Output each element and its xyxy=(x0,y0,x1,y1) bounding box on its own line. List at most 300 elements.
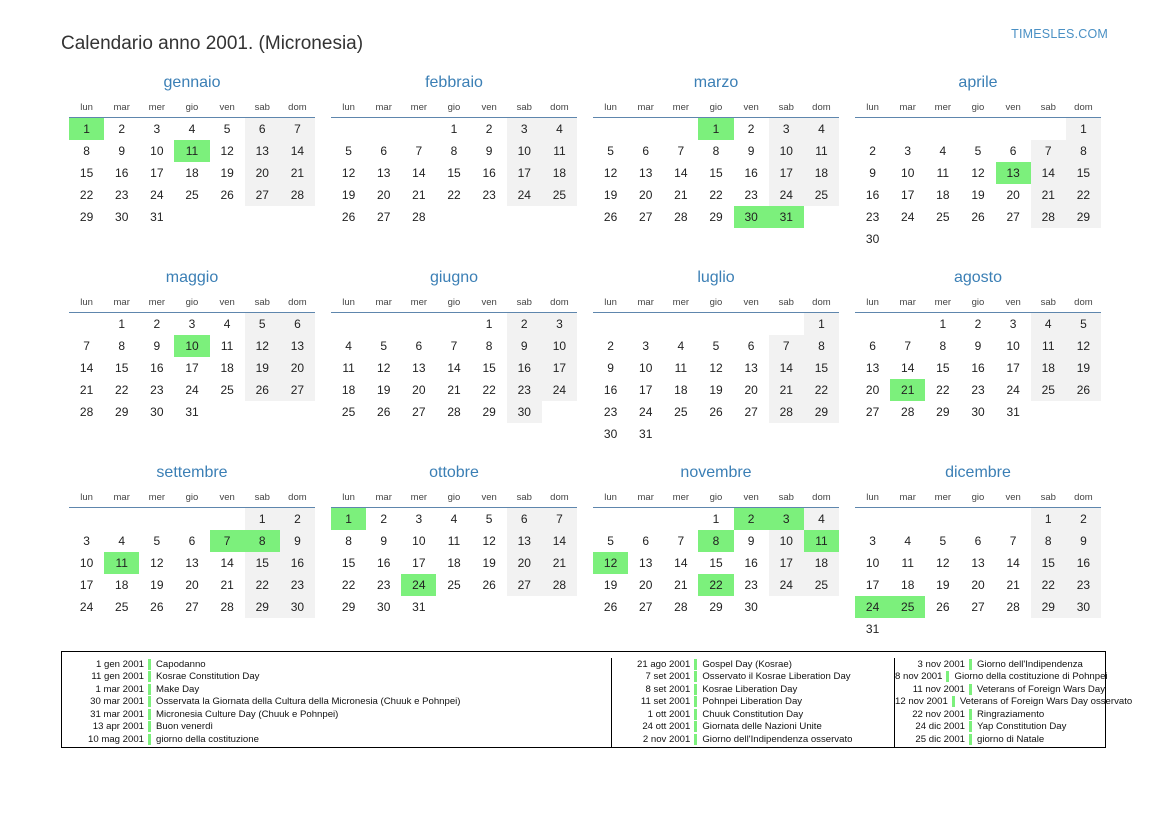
day-cell: 11 xyxy=(342,361,355,375)
day-cell: 18 xyxy=(341,383,356,397)
day-cell: 26 xyxy=(482,578,496,592)
day-cell: 3 xyxy=(83,534,90,548)
day-cell: 6 xyxy=(280,313,315,336)
day-cell: 11 xyxy=(804,140,839,162)
day-cell: 8 xyxy=(698,530,733,552)
week-row xyxy=(69,574,315,596)
weekday-header: mer xyxy=(401,100,436,118)
month-giugno xyxy=(323,263,585,458)
weekday-header: mer xyxy=(139,490,174,508)
holiday-legend xyxy=(61,651,1133,748)
day-cell: 18 xyxy=(185,166,199,180)
legend-date: 13 apr 2001 xyxy=(92,721,144,733)
day-cell-empty xyxy=(855,508,890,531)
day-cell: 3 xyxy=(904,144,912,158)
day-cell: 29 xyxy=(482,405,496,419)
week-row xyxy=(593,401,839,423)
day-cell: 16 xyxy=(482,166,496,180)
day-cell-empty xyxy=(245,206,280,228)
day-cell-empty xyxy=(366,313,401,336)
legend-date: 30 mar 2001 xyxy=(90,696,144,708)
day-cell: 2 xyxy=(153,317,161,331)
legend-row xyxy=(612,683,894,696)
day-cell: 14 xyxy=(901,361,915,375)
day-cell: 17 xyxy=(150,166,164,180)
day-cell: 12 xyxy=(482,534,496,548)
day-cell: 29 xyxy=(1066,206,1101,228)
day-cell-empty xyxy=(960,118,995,141)
day-cell: 2 xyxy=(380,512,388,526)
day-cell-empty xyxy=(890,313,925,336)
legend-date: 1 mar 2001 xyxy=(95,683,144,695)
day-cell: 19 xyxy=(341,188,356,202)
month-table xyxy=(331,490,577,618)
week-row xyxy=(331,596,577,618)
day-cell: 23 xyxy=(603,405,618,419)
week-row xyxy=(69,184,315,206)
day-cell: 13 xyxy=(865,361,880,375)
day-cell: 1 xyxy=(712,512,720,526)
legend-row xyxy=(895,658,1105,671)
day-cell: 30 xyxy=(865,232,880,246)
day-cell: 13 xyxy=(377,166,391,180)
day-cell: 21 xyxy=(890,379,925,401)
day-cell: 9 xyxy=(607,361,614,375)
day-cell: 9 xyxy=(1066,530,1101,552)
day-cell: 2 xyxy=(280,508,315,531)
legend-color-swatch xyxy=(969,684,972,695)
month-table xyxy=(855,100,1101,250)
month-title: marzo xyxy=(693,74,739,91)
day-cell: 26 xyxy=(603,210,618,224)
day-cell-empty xyxy=(593,313,628,336)
week-row xyxy=(593,530,839,552)
day-cell: 29 xyxy=(79,210,94,224)
site-brand: TIMESLES.COM xyxy=(1011,27,1108,41)
day-cell: 31 xyxy=(639,427,653,441)
day-cell: 23 xyxy=(115,188,129,202)
week-row xyxy=(69,552,315,574)
day-cell: 22 xyxy=(115,383,129,397)
weekday-header: gio xyxy=(436,490,471,508)
weekday-header: ven xyxy=(472,295,507,313)
week-row xyxy=(69,379,315,401)
day-cell: 11 xyxy=(901,556,914,570)
day-cell: 14 xyxy=(1031,162,1066,184)
day-cell: 23 xyxy=(280,574,315,596)
legend-label: Capodanno xyxy=(156,658,206,670)
day-cell: 10 xyxy=(79,556,94,570)
day-cell: 22 xyxy=(698,574,733,596)
day-cell: 5 xyxy=(153,534,161,548)
day-cell: 13 xyxy=(412,361,426,375)
week-row xyxy=(331,401,577,423)
week-row xyxy=(331,508,577,531)
day-cell: 8 xyxy=(712,144,720,158)
day-cell: 27 xyxy=(245,184,280,206)
day-cell: 17 xyxy=(542,357,577,379)
legend-label: Veterans of Foreign Wars Day osservato xyxy=(959,696,1133,708)
day-cell: 20 xyxy=(185,578,199,592)
legend-color-swatch xyxy=(148,709,151,720)
legend-row xyxy=(612,708,894,721)
day-cell: 11 xyxy=(804,530,839,552)
day-cell: 14 xyxy=(412,166,426,180)
day-cell: 1 xyxy=(1066,118,1101,141)
day-cell: 23 xyxy=(377,578,391,592)
day-cell: 16 xyxy=(971,361,985,375)
day-cell: 4 xyxy=(345,339,352,353)
day-cell: 1 xyxy=(118,317,126,331)
week-row xyxy=(855,184,1101,206)
week-row xyxy=(331,379,577,401)
weekday-header: mar xyxy=(104,490,139,508)
day-cell-empty xyxy=(401,313,436,336)
day-cell: 16 xyxy=(1066,552,1101,574)
weekday-header: lun xyxy=(69,295,104,313)
day-cell: 4 xyxy=(223,317,231,331)
day-cell: 21 xyxy=(412,188,426,202)
day-cell-empty xyxy=(210,206,245,228)
day-cell: 28 xyxy=(79,405,94,419)
day-cell: 27 xyxy=(971,600,985,614)
weekday-header: mar xyxy=(366,295,401,313)
day-cell: 3 xyxy=(542,313,577,336)
day-cell-empty xyxy=(769,596,804,618)
legend-date: 2 nov 2001 xyxy=(642,733,691,745)
week-row xyxy=(593,508,839,531)
weekday-header: sab xyxy=(507,490,542,508)
day-cell: 1 xyxy=(331,508,366,531)
day-cell: 8 xyxy=(1066,140,1101,162)
day-cell: 31 xyxy=(769,206,804,228)
day-cell-empty xyxy=(698,313,733,336)
day-cell: 24 xyxy=(507,184,542,206)
day-cell-empty xyxy=(69,508,104,531)
day-cell-empty xyxy=(663,423,698,445)
month-table xyxy=(855,295,1101,423)
week-row xyxy=(855,357,1101,379)
weekday-header: mer xyxy=(663,295,698,313)
weekday-header: mar xyxy=(366,490,401,508)
day-cell: 13 xyxy=(971,556,985,570)
weekday-header: dom xyxy=(280,295,315,313)
day-cell: 1 xyxy=(69,118,104,141)
weekday-header: gio xyxy=(960,100,995,118)
day-cell: 10 xyxy=(507,140,542,162)
day-cell: 7 xyxy=(677,144,685,158)
week-row xyxy=(69,140,315,162)
day-cell: 10 xyxy=(769,140,804,162)
day-cell: 1 xyxy=(485,317,493,331)
legend-color-swatch xyxy=(952,696,955,707)
day-cell: 2 xyxy=(118,122,126,136)
day-cell-empty xyxy=(628,118,663,141)
day-cell-empty xyxy=(69,313,104,336)
day-cell: 17 xyxy=(769,552,804,574)
day-cell: 15 xyxy=(804,357,839,379)
legend-date: 22 nov 2001 xyxy=(912,708,965,720)
legend-label: Osservato il Kosrae Liberation Day xyxy=(702,671,851,683)
day-cell-empty xyxy=(925,618,960,640)
day-cell: 24 xyxy=(639,405,653,419)
day-cell: 3 xyxy=(153,122,161,136)
day-cell: 21 xyxy=(1031,184,1066,206)
weekday-header: lun xyxy=(593,100,628,118)
legend-color-swatch xyxy=(969,709,972,720)
day-cell: 20 xyxy=(639,188,653,202)
day-cell: 24 xyxy=(542,379,577,401)
day-cell: 23 xyxy=(507,379,542,401)
day-cell: 28 xyxy=(769,401,804,423)
day-cell: 23 xyxy=(1066,574,1101,596)
day-cell: 22 xyxy=(1066,184,1101,206)
week-row xyxy=(69,357,315,379)
day-cell: 9 xyxy=(153,339,161,353)
month-gennaio xyxy=(61,68,323,263)
week-row xyxy=(593,335,839,357)
day-cell-empty xyxy=(769,313,804,336)
day-cell: 14 xyxy=(220,556,234,570)
weekday-header: lun xyxy=(855,490,890,508)
day-cell: 25 xyxy=(804,574,839,596)
legend-date: 8 set 2001 xyxy=(645,683,691,695)
day-cell-empty xyxy=(436,313,471,336)
day-cell-empty xyxy=(280,401,315,423)
day-cell-empty xyxy=(1031,618,1066,640)
day-cell: 12 xyxy=(709,361,723,375)
week-row xyxy=(855,313,1101,336)
day-cell: 6 xyxy=(974,534,982,548)
month-table xyxy=(593,295,839,445)
day-cell: 25 xyxy=(542,184,577,206)
day-cell: 5 xyxy=(485,512,493,526)
day-cell: 27 xyxy=(280,379,315,401)
week-row xyxy=(855,379,1101,401)
day-cell: 13 xyxy=(744,361,758,375)
week-row xyxy=(69,401,315,423)
day-cell: 28 xyxy=(412,210,426,224)
day-cell: 12 xyxy=(593,552,628,574)
weekday-header: lun xyxy=(69,100,104,118)
weekday-header: mar xyxy=(890,100,925,118)
day-cell: 14 xyxy=(542,530,577,552)
weekday-header: dom xyxy=(804,490,839,508)
week-row xyxy=(855,206,1101,228)
month-marzo xyxy=(585,68,847,263)
legend-row xyxy=(612,733,894,746)
day-cell-empty xyxy=(890,118,925,141)
legend-date: 12 nov 2001 xyxy=(895,696,948,708)
day-cell: 25 xyxy=(804,184,839,206)
week-row xyxy=(593,379,839,401)
week-row xyxy=(593,184,839,206)
day-cell: 7 xyxy=(904,339,912,353)
weekday-header: gio xyxy=(698,100,733,118)
day-cell: 23 xyxy=(482,188,496,202)
day-cell: 4 xyxy=(804,118,839,141)
day-cell: 19 xyxy=(603,578,618,592)
day-cell: 18 xyxy=(674,383,688,397)
day-cell: 10 xyxy=(769,530,804,552)
weekday-header: sab xyxy=(245,100,280,118)
day-cell: 22 xyxy=(482,383,496,397)
day-cell-empty xyxy=(663,118,698,141)
day-cell: 16 xyxy=(865,188,880,202)
day-cell-empty xyxy=(1031,228,1066,250)
day-cell-empty xyxy=(542,401,577,423)
day-cell: 26 xyxy=(971,210,985,224)
day-cell: 7 xyxy=(210,530,245,552)
week-row xyxy=(69,162,315,184)
weekday-header: mer xyxy=(401,490,436,508)
weekday-header: lun xyxy=(69,490,104,508)
legend-date: 11 nov 2001 xyxy=(912,683,965,695)
legend-label: Yap Constitution Day xyxy=(977,721,1067,733)
day-cell: 26 xyxy=(936,600,950,614)
weekday-header: sab xyxy=(1031,490,1066,508)
day-cell: 6 xyxy=(507,508,542,531)
day-cell: 24 xyxy=(769,574,804,596)
legend-row xyxy=(612,696,894,709)
month-febbraio xyxy=(323,68,585,263)
day-cell: 31 xyxy=(185,405,199,419)
weekday-header: ven xyxy=(734,295,769,313)
month-maggio xyxy=(61,263,323,458)
legend-row xyxy=(72,658,611,671)
day-cell: 3 xyxy=(1009,317,1017,331)
day-cell: 25 xyxy=(220,383,234,397)
day-cell: 19 xyxy=(482,556,496,570)
week-row xyxy=(593,574,839,596)
weekday-header: mer xyxy=(925,490,960,508)
day-cell-empty xyxy=(960,508,995,531)
day-cell: 30 xyxy=(734,206,769,228)
day-cell: 11 xyxy=(674,361,688,375)
day-cell: 22 xyxy=(936,383,950,397)
day-cell: 8 xyxy=(245,530,280,552)
month-agosto xyxy=(847,263,1109,458)
day-cell-empty xyxy=(245,401,280,423)
day-cell: 25 xyxy=(447,578,461,592)
day-cell: 25 xyxy=(1031,379,1066,401)
day-cell: 17 xyxy=(1006,361,1020,375)
weekday-header: sab xyxy=(1031,100,1066,118)
day-cell: 11 xyxy=(447,534,461,548)
legend-date: 1 gen 2001 xyxy=(95,658,144,670)
legend-label: Make Day xyxy=(156,683,200,695)
day-cell: 18 xyxy=(804,552,839,574)
day-cell: 13 xyxy=(245,140,280,162)
legend-date: 24 ott 2001 xyxy=(642,721,691,733)
day-cell: 3 xyxy=(507,118,542,141)
day-cell: 5 xyxy=(245,313,280,336)
month-title: luglio xyxy=(697,269,735,286)
day-cell-empty xyxy=(663,313,698,336)
legend-date: 10 mag 2001 xyxy=(87,733,144,745)
day-cell-empty xyxy=(804,423,839,445)
day-cell: 6 xyxy=(415,339,423,353)
weekday-header: ven xyxy=(472,490,507,508)
weekday-header: mar xyxy=(104,295,139,313)
week-row xyxy=(855,401,1101,423)
legend-date: 31 mar 2001 xyxy=(90,708,144,720)
day-cell: 30 xyxy=(744,600,758,614)
legend-color-swatch xyxy=(694,734,697,745)
week-row xyxy=(69,118,315,141)
day-cell: 17 xyxy=(865,578,880,592)
day-cell: 30 xyxy=(150,405,164,419)
legend-label: Giornata delle Nazioni Unite xyxy=(702,721,822,733)
day-cell: 22 xyxy=(245,574,280,596)
day-cell: 2 xyxy=(747,122,755,136)
day-cell: 25 xyxy=(674,405,688,419)
weekday-header: gio xyxy=(436,295,471,313)
day-cell: 5 xyxy=(712,339,720,353)
day-cell-empty xyxy=(628,508,663,531)
day-cell: 19 xyxy=(709,383,723,397)
legend-label: giorno della costituzione xyxy=(156,733,259,745)
legend-color-swatch xyxy=(969,659,972,670)
weekday-header: dom xyxy=(804,100,839,118)
day-cell: 26 xyxy=(341,210,356,224)
day-cell-empty xyxy=(139,508,174,531)
day-cell: 5 xyxy=(607,534,614,548)
day-cell-empty xyxy=(104,508,139,531)
weekday-header: ven xyxy=(996,295,1031,313)
weekday-header: sab xyxy=(507,100,542,118)
legend-label: Micronesia Culture Day (Chuuk e Pohnpei) xyxy=(156,708,339,720)
day-cell: 2 xyxy=(974,317,982,331)
day-cell-empty xyxy=(996,228,1031,250)
day-cell: 24 xyxy=(901,210,915,224)
day-cell-empty xyxy=(210,401,245,423)
day-cell: 21 xyxy=(769,379,804,401)
day-cell: 16 xyxy=(507,357,542,379)
day-cell: 1 xyxy=(1031,508,1066,531)
day-cell-empty xyxy=(472,206,507,228)
day-cell: 29 xyxy=(1031,596,1066,618)
weekday-header: lun xyxy=(855,295,890,313)
weekday-header: dom xyxy=(804,295,839,313)
legend-date: 8 nov 2001 xyxy=(895,671,943,683)
weekday-header: gio xyxy=(698,295,733,313)
day-cell-empty xyxy=(804,206,839,228)
day-cell: 10 xyxy=(865,556,880,570)
day-cell: 8 xyxy=(118,339,126,353)
day-cell-empty xyxy=(628,313,663,336)
day-cell-empty xyxy=(996,118,1031,141)
day-cell-empty xyxy=(593,118,628,141)
legend-row xyxy=(612,671,894,684)
week-row xyxy=(69,596,315,618)
legend-row xyxy=(895,696,1133,709)
day-cell-empty xyxy=(472,596,507,618)
week-row xyxy=(331,530,577,552)
weekday-header: ven xyxy=(996,490,1031,508)
day-cell: 16 xyxy=(377,556,391,570)
day-cell: 20 xyxy=(412,383,426,397)
day-cell: 22 xyxy=(341,578,356,592)
week-row xyxy=(69,335,315,357)
week-row xyxy=(593,140,839,162)
day-cell: 23 xyxy=(744,578,758,592)
legend-label: Giorno dell'Indipendenza xyxy=(977,658,1083,670)
day-cell: 23 xyxy=(865,210,880,224)
month-luglio xyxy=(585,263,847,458)
weekday-header: mer xyxy=(139,295,174,313)
day-cell-empty xyxy=(1031,401,1066,423)
